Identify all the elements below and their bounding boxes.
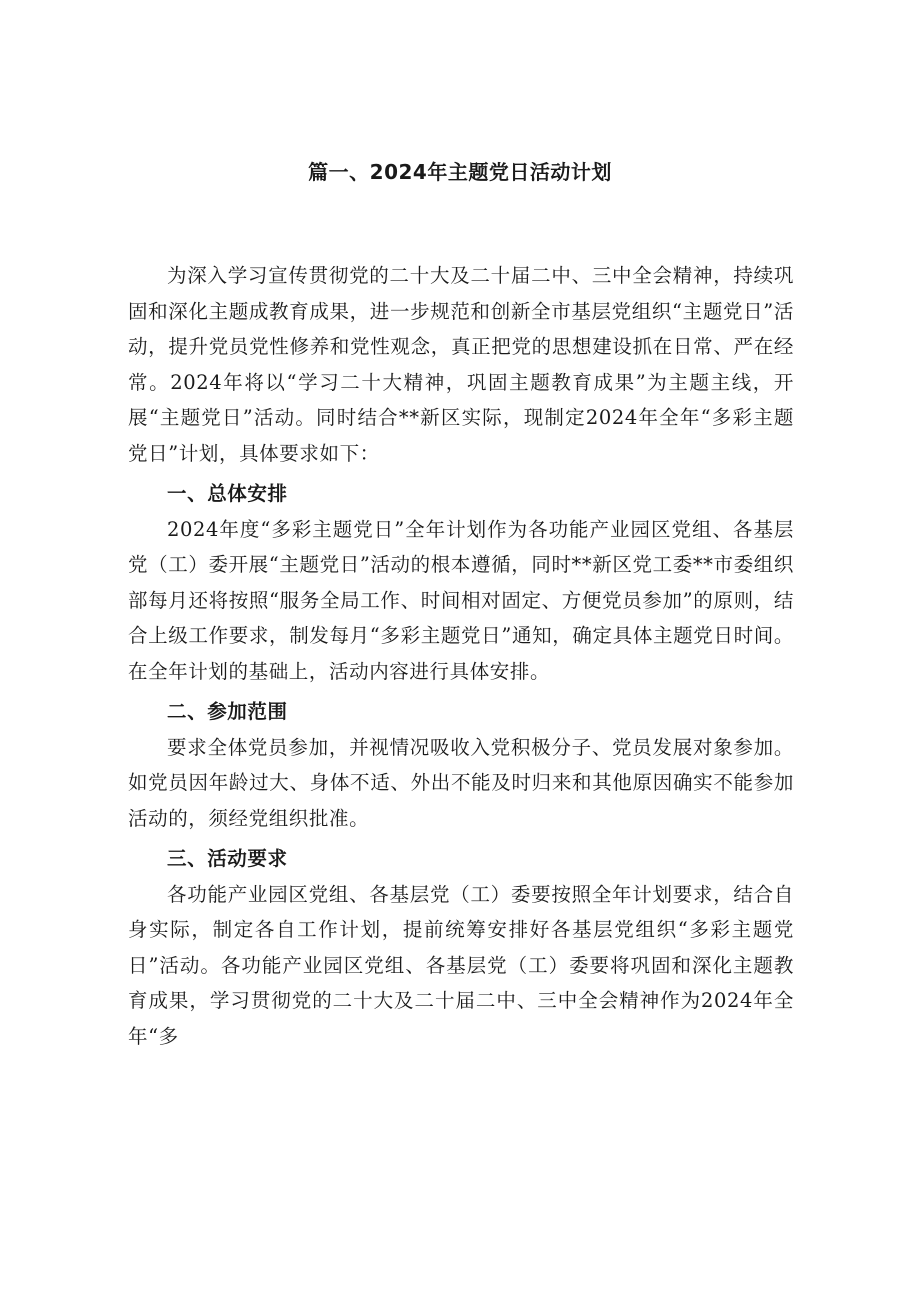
intro-paragraph: 为深入学习宣传贯彻党的二十大及二十届二中、三中全会精神，持续巩固和深化主题成教育成果，进一步规范和创新全市基层党组织“主题党日”活动，提升党员党性修养和党性观念，真正把党的思想建设抓在日常、严在经常。2024年将以“学习二十大精神，巩固主题教育成果”为主题主线，开展“主题党日”活动。同时结合**新区实际，现制定2024年全年“多彩主题党日”计划，具体要求如下： <box>128 264 794 465</box>
document-title: 篇一、2024年主题党日活动计划 <box>308 160 612 184</box>
section-heading-overall-arrangement: 一、总体安排 <box>167 482 288 505</box>
section-paragraph-overall-arrangement: 2024年度“多彩主题党日”全年计划作为各功能产业园区党组、各基层党（工）委开展“主题党日”活动的根本遵循，同时**新区党工委**市委组织部每月还将按照“服务全局工作、时间相对固定、方便党员参加”的原则，结合上级工作要求，制发每月“多彩主题党日”通知，确定具体主题党日时间。在全年计划的基础上，活动内容进行具体安排。 <box>128 517 794 683</box>
document-body <box>128 258 794 1054</box>
section-heading-activity-requirements: 三、活动要求 <box>167 847 288 870</box>
section-heading-participation-scope: 二、参加范围 <box>167 700 288 723</box>
section-paragraph-activity-requirements: 各功能产业园区党组、各基层党（工）委要按照全年计划要求，结合自身实际，制定各自工作计划，提前统筹安排好各基层党组织“多彩主题党日”活动。各功能产业园区党组、各基层党（工）委要将巩固和深化主题教育成果，学习贯彻党的二十大及二十届二中、三中全会精神作为2024年全年“多 <box>128 882 794 1048</box>
section-paragraph-participation-scope: 要求全体党员参加，并视情况吸收入党积极分子、党员发展对象参加。如党员因年龄过大、身体不适、外出不能及时归来和其他原因确实不能参加活动的，须经党组织批准。 <box>128 735 794 830</box>
